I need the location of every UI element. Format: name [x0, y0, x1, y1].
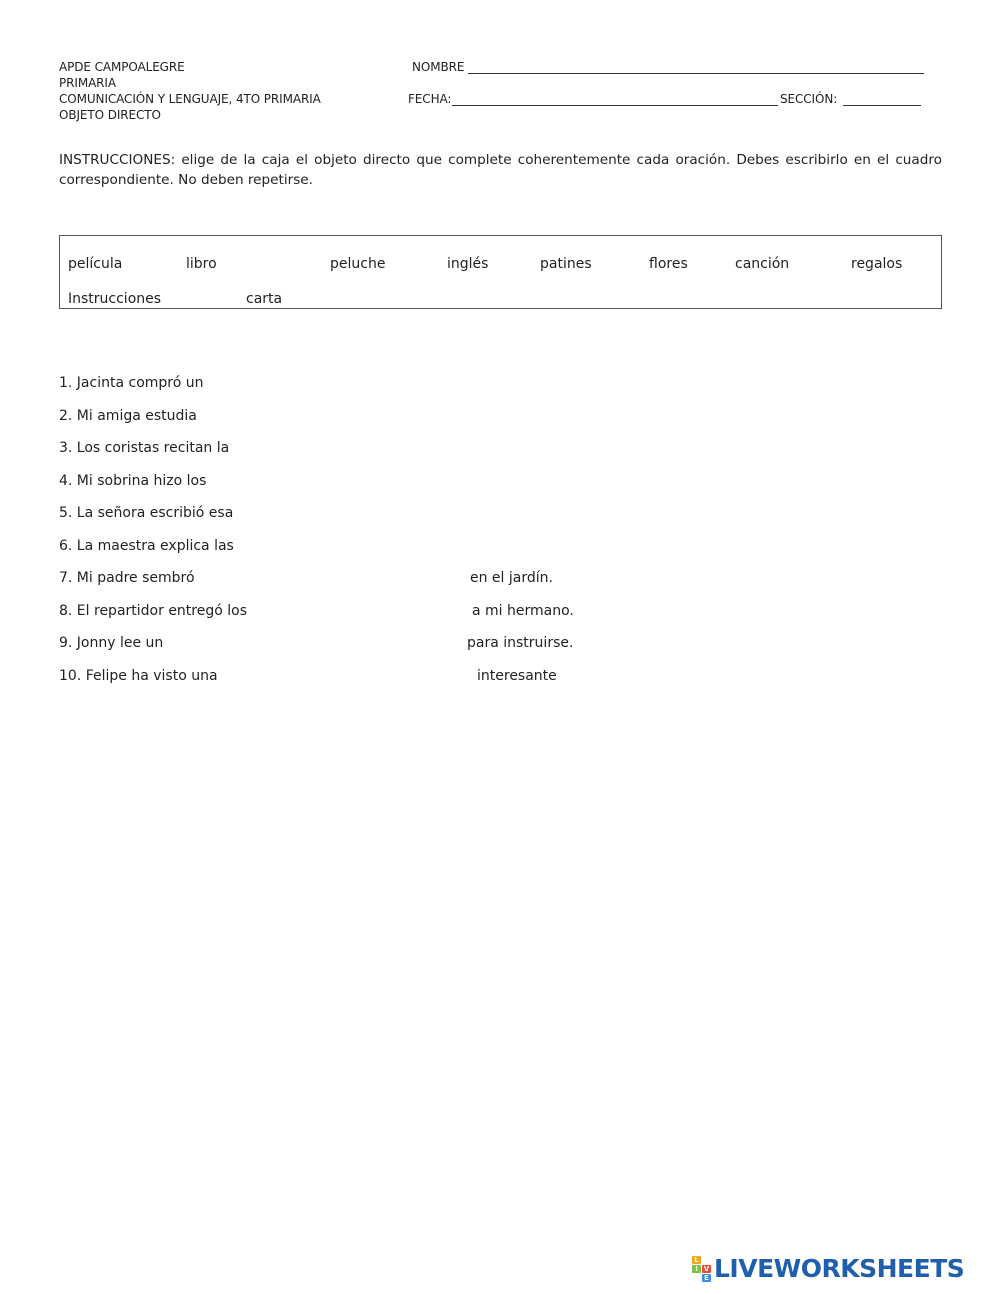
section-label: SECCIÓN:: [780, 92, 838, 106]
word-bank-item: canción: [735, 256, 790, 272]
word-bank-item: inglés: [447, 256, 489, 272]
question-8-ending: a mi hermano.: [472, 603, 574, 619]
liveworksheets-logo-icon: [692, 1256, 711, 1282]
logo-tile-i: I: [692, 1265, 701, 1273]
question-5: 5. La señora escribió esa: [59, 505, 234, 521]
logo-tile-e: E: [702, 1274, 711, 1282]
school-name: APDE CAMPOALEGRE: [59, 60, 185, 74]
date-field-line[interactable]: [452, 105, 778, 106]
word-bank-item: Instrucciones: [68, 291, 162, 307]
question-1: 1. Jacinta compró un: [59, 375, 204, 391]
question-7: 7. Mi padre sembró: [59, 570, 195, 586]
word-bank-item: carta: [246, 291, 283, 307]
word-bank-item: patines: [540, 256, 592, 272]
question-7-ending: en el jardín.: [470, 570, 553, 586]
question-9-ending: para instruirse.: [467, 635, 574, 651]
logo-tile-l: L: [692, 1256, 701, 1264]
instructions-text: INSTRUCCIONES: elige de la caja el objeto directo que complete coherentemente cada oración. Debes escribirlo en el cuadro correspondiente. No deben repetirse.: [59, 152, 942, 188]
liveworksheets-logo: [692, 1256, 964, 1282]
question-6: 6. La maestra explica las: [59, 538, 234, 554]
word-bank-item: película: [68, 256, 123, 272]
logo-tile-v: V: [703, 1265, 710, 1273]
question-10: 10. Felipe ha visto una: [59, 668, 218, 684]
worksheet-topic: OBJETO DIRECTO: [59, 108, 161, 122]
word-bank-item: libro: [186, 256, 217, 272]
question-2: 2. Mi amiga estudia: [59, 408, 197, 424]
question-10-ending: interesante: [477, 668, 557, 684]
question-3: 3. Los coristas recitan la: [59, 440, 230, 456]
date-label: FECHA:: [408, 92, 452, 106]
course-name: COMUNICACIÓN Y LENGUAJE, 4TO PRIMARIA: [59, 92, 321, 106]
word-bank-item: regalos: [851, 256, 903, 272]
name-label: NOMBRE: [412, 60, 465, 74]
word-bank-box: [59, 235, 942, 309]
question-8: 8. El repartidor entregó los: [59, 603, 248, 619]
word-bank-item: flores: [649, 256, 688, 272]
word-bank-item: peluche: [330, 256, 386, 272]
name-field-line[interactable]: [468, 73, 924, 74]
school-level: PRIMARIA: [59, 76, 116, 90]
question-4: 4. Mi sobrina hizo los: [59, 473, 207, 489]
question-9: 9. Jonny lee un: [59, 635, 164, 651]
liveworksheets-logo-text: LIVEWORKSHEETS: [714, 1254, 965, 1283]
section-field-line[interactable]: [843, 105, 921, 106]
